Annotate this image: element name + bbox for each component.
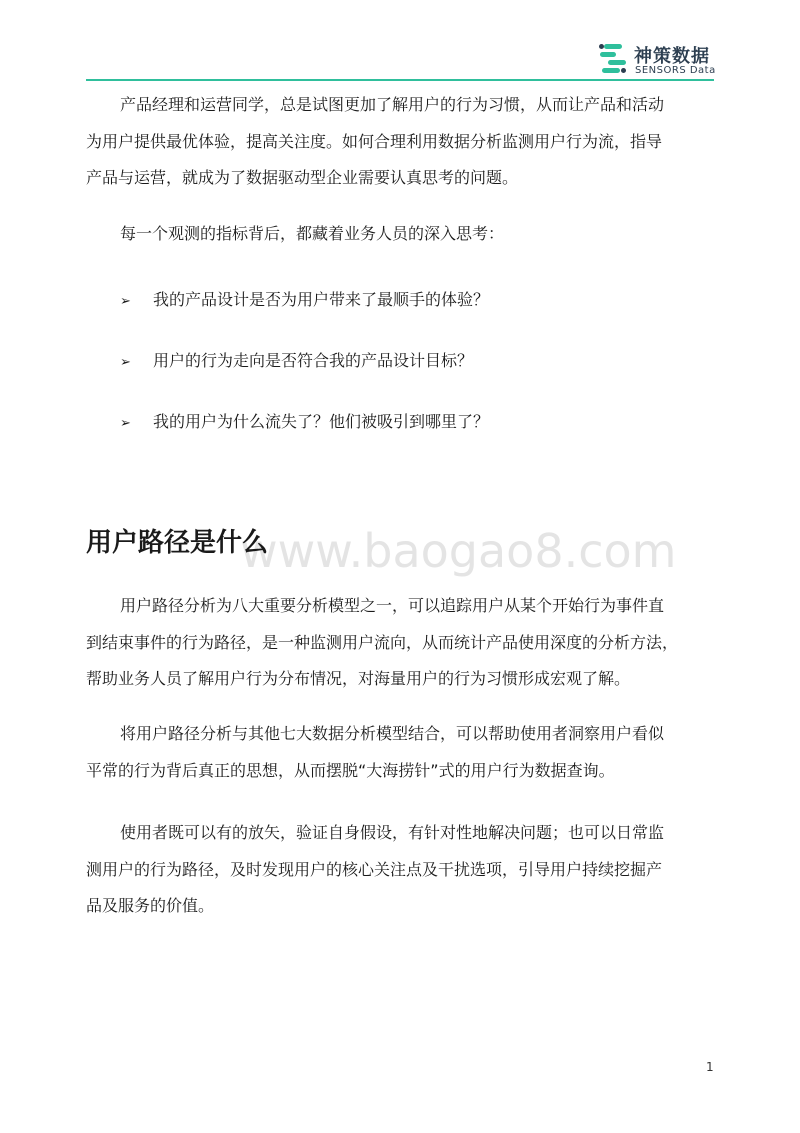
intro-paragraph bbox=[86, 87, 716, 197]
arrow-bullet-icon: ➢ bbox=[120, 416, 131, 431]
text-line: 用户路径分析为八大重要分析模型之一，可以追踪用户从某个开始行为事件直 bbox=[120, 596, 665, 615]
arrow-bullet-icon: ➢ bbox=[120, 294, 131, 309]
text-line: 为用户提供最优体验，提高关注度。如何合理利用数据分析监测用户行为流，指导 bbox=[86, 131, 663, 151]
brand-logo bbox=[598, 40, 728, 78]
bullet-text: 用户的行为走向是否符合我的产品设计目标？ bbox=[153, 351, 474, 370]
body-paragraph bbox=[86, 588, 716, 698]
header-divider bbox=[86, 79, 714, 81]
logo-subtitle: SENSORS Data bbox=[635, 65, 716, 76]
text-line: 将用户路径分析与其他七大数据分析模型结合，可以帮助使用者洞察用户看似 bbox=[120, 724, 665, 743]
logo-name: 神策数据 bbox=[634, 46, 710, 67]
arrow-bullet-icon: ➢ bbox=[120, 355, 131, 370]
section-heading: 用户路径是什么 bbox=[86, 528, 269, 558]
text-line: 每一个观测的指标背后，都藏着业务人员的深入思考： bbox=[120, 224, 505, 243]
page-number: 1 bbox=[706, 1060, 714, 1074]
body-paragraph bbox=[86, 815, 716, 925]
text-line: 测用户的行为路径，及时发现用户的核心关注点及干扰选项，引导用户持续挖掘产 bbox=[86, 859, 663, 879]
bullet-item bbox=[120, 409, 489, 432]
text-line: 产品经理和运营同学，总是试图更加了解用户的行为习惯，从而让产品和活动 bbox=[120, 95, 665, 114]
bullet-text: 我的产品设计是否为用户带来了最顺手的体验？ bbox=[153, 290, 490, 309]
text-line: 平常的行为背后真正的思想，从而摆脱“大海捞针”式的用户行为数据查询。 bbox=[86, 760, 615, 780]
watermark: www.baogao8.com bbox=[240, 524, 677, 578]
body-paragraph bbox=[86, 716, 716, 789]
text-line: 到结束事件的行为路径，是一种监测用户流向，从而统计产品使用深度的分析方法， bbox=[86, 632, 679, 652]
text-line: 产品与运营，就成为了数据驱动型企业需要认真思考的问题。 bbox=[86, 168, 519, 187]
sensors-logo-icon bbox=[598, 42, 628, 76]
text-line: 帮助业务人员了解用户行为分布情况，对海量用户的行为习惯形成宏观了解。 bbox=[86, 669, 631, 688]
lead-paragraph bbox=[86, 216, 716, 253]
text-line: 使用者既可以有的放矢，验证自身假设，有针对性地解决问题；也可以日常监 bbox=[120, 823, 665, 842]
bullet-item bbox=[120, 287, 489, 310]
bullet-text: 我的用户为什么流失了？他们被吸引到哪里了？ bbox=[153, 412, 490, 431]
text-line: 品及服务的价值。 bbox=[86, 896, 215, 915]
bullet-item bbox=[120, 348, 473, 371]
